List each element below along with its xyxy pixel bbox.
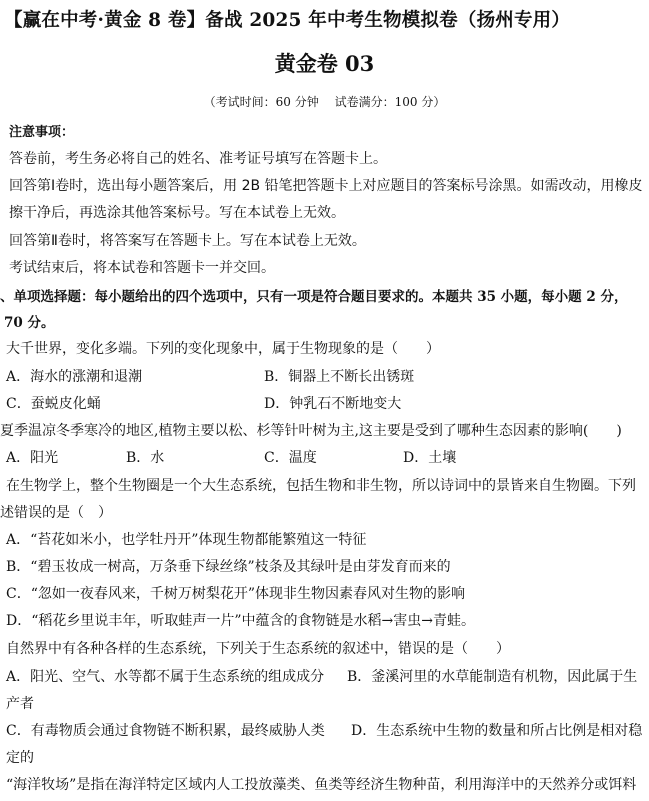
exam-time: （考试时间：60 分钟 (203, 95, 319, 109)
option-a: A．阳光 (6, 450, 59, 466)
exam-score: 试卷满分：100 分） (334, 95, 446, 109)
option-d: D．生态系统中生物的数量和所占比例是相对稳 (351, 723, 643, 739)
question-stem-cont: 述错误的是（ ） (0, 505, 112, 521)
notice-item: 回答第Ⅰ卷时，选出每小题答案后，用 2B 铅笔把答题卡上对应题目的答案标号涂黑。如需改动，用橡皮 (9, 178, 643, 194)
option-b-cont: 产者 (6, 696, 34, 712)
option-b: B．水 (126, 450, 165, 466)
option-a: A．海水的涨潮和退潮 (6, 369, 143, 385)
option-c: C．温度 (264, 450, 317, 466)
option-c: C．有毒物质会通过食物链不断积累，最终威胁人类 (6, 723, 325, 739)
option-a: A．“苔花如米小，也学牡丹开”体现生物都能繁殖这一特征 (6, 532, 367, 548)
option-d: D．“稻花乡里说丰年，听取蛙声一片”中蕴含的食物链是水稻→害虫→青蛙。 (6, 613, 475, 629)
question-stem: 大千世界，变化多端。下列的变化现象中，属于生物现象的是（ ） (6, 341, 440, 357)
option-b: B．铜器上不断长出锈斑 (264, 369, 415, 385)
option-d: D．土壤 (403, 450, 457, 466)
section-heading-cont: 70 分。 (4, 315, 55, 331)
question-stem: 自然界中有各种各样的生态系统，下列关于生态系统的叙述中，错误的是（ ） (6, 641, 510, 657)
exam-info (0, 93, 649, 110)
option-d-cont: 定的 (6, 750, 34, 766)
question-stem: 在生物学上，整个生物圈是一个大生态系统，包括生物和非生物，所以诗词中的景皆来自生物圈。下列 (6, 478, 636, 494)
section-heading: 、单项选择题：每小题给出的四个选项中，只有一项是符合题目要求的。本题共 35 小题，每小题 2 分， (0, 289, 628, 305)
notice-item: 答卷前，考生务必将自己的姓名、准考证号填写在答题卡上。 (9, 151, 387, 167)
option-b: B．釜溪河里的水草能制造有机物，因此属于生 (347, 669, 638, 685)
notice-item: 回答第Ⅱ卷时，将答案写在答题卡上。写在本试卷上无效。 (9, 233, 366, 249)
option-c: C．“忽如一夜春风来，千树万树梨花开”体现非生物因素春风对生物的影响 (6, 586, 466, 602)
option-c: C．蚕蜕皮化蛹 (6, 396, 101, 412)
option-a: A．阳光、空气、水等都不属于生态系统的组成成分 (6, 669, 325, 685)
option-b: B．“碧玉妆成一树高，万条垂下绿丝绦”枝条及其绿叶是由芽发育而来的 (6, 559, 451, 575)
notice-title: 注意事项： (9, 125, 75, 140)
question-stem: 夏季温凉冬季寒冷的地区,植物主要以松、杉等针叶树为主,这主要是受到了哪种生态因素的影响( ) (0, 423, 622, 439)
notice-item: 擦干净后，再选涂其他答案标号。写在本试卷上无效。 (9, 205, 345, 221)
option-d: D．钟乳石不断地变大 (264, 396, 402, 412)
question-stem: “海洋牧场”是指在海洋特定区域内人工投放藻类、鱼类等经济生物种苗，利用海洋中的天然养分或饵料 (6, 777, 637, 793)
document-header: 【赢在中考·黄金 8 卷】备战 2025 年中考生物模拟卷（扬州专用） (4, 10, 571, 31)
paper-title: 黄金卷 03 (274, 51, 375, 76)
notice-item: 考试结束后，将本试卷和答题卡一并交回。 (9, 260, 275, 276)
